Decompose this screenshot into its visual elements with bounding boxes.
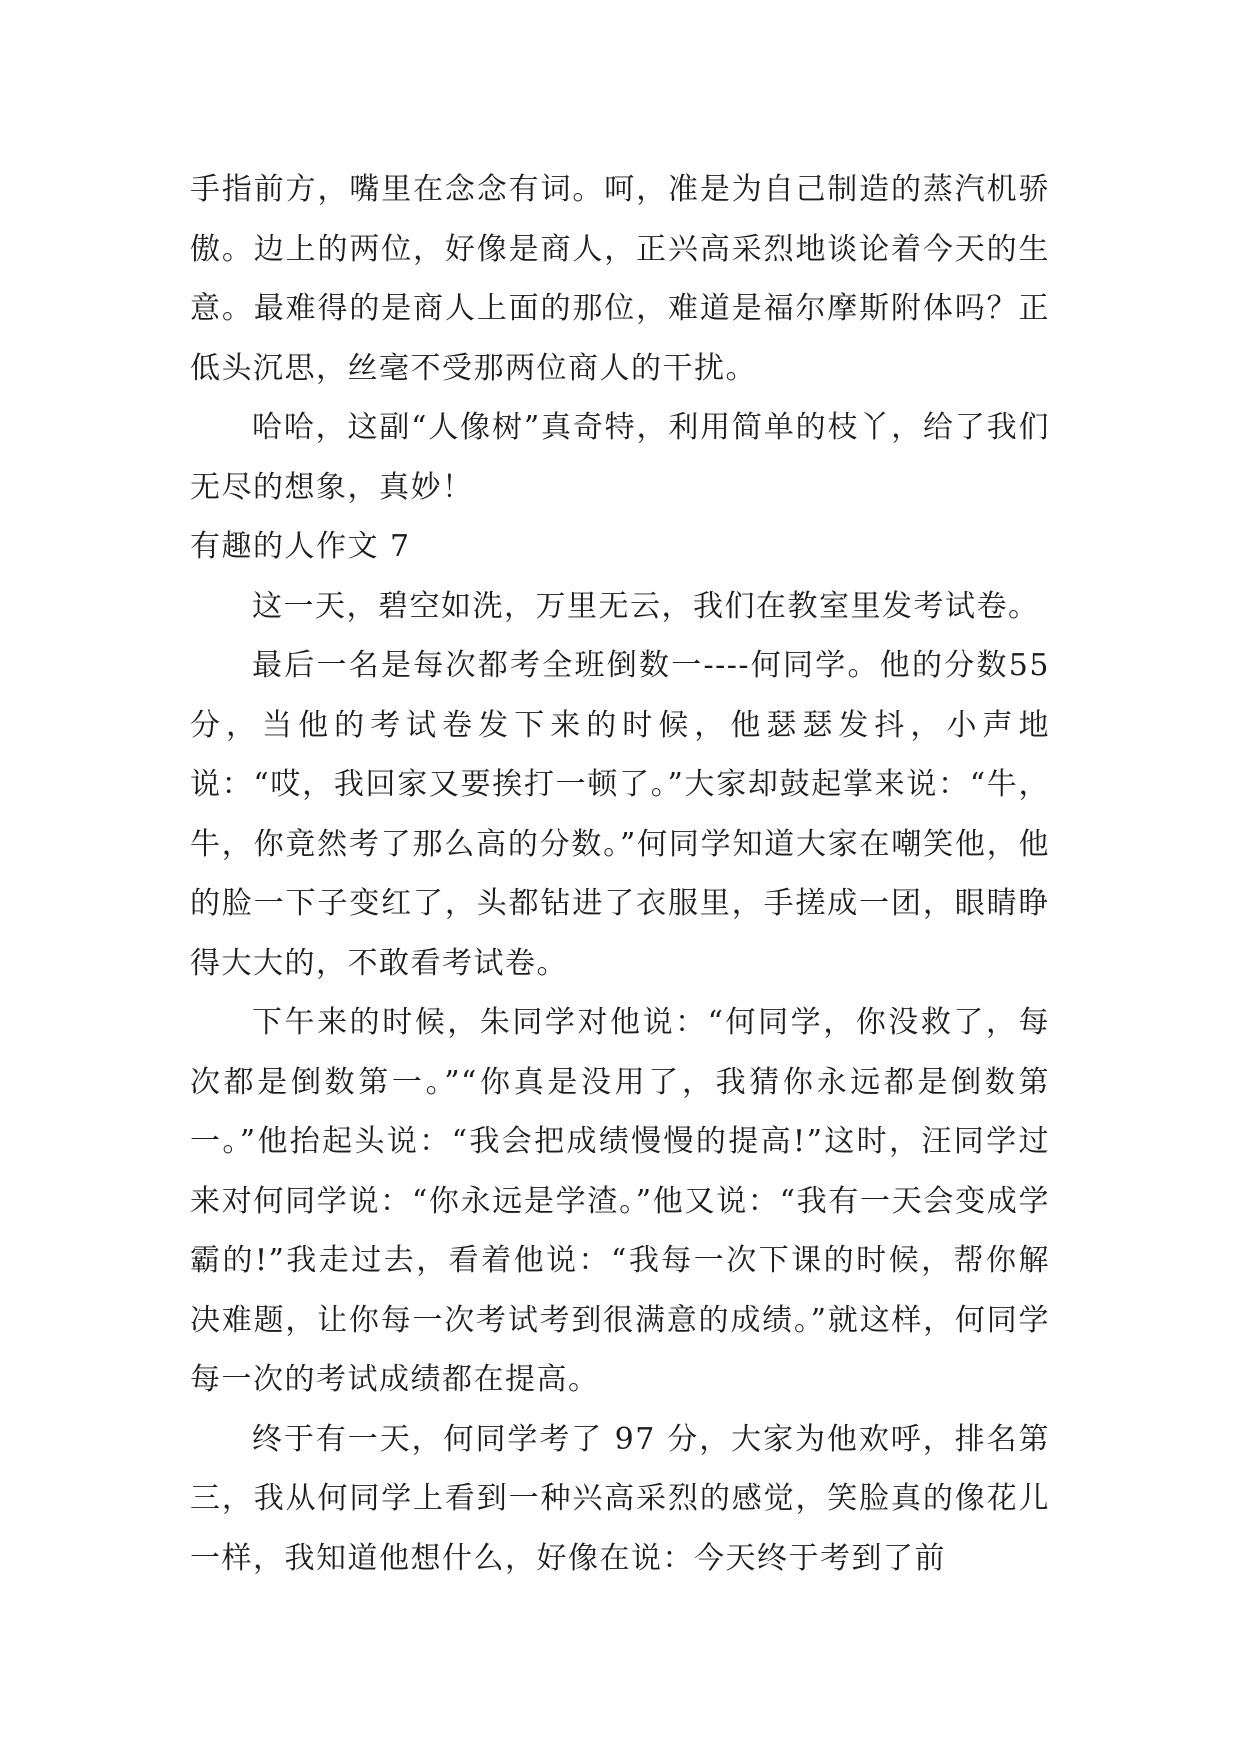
- section-title: 有趣的人作文 7: [190, 529, 411, 564]
- paragraph: 下午来的时候，朱同学对他说：“何同学，你没救了，每次都是倒数第一。”“你真是没用了，我猜你永远都是倒数第一。”他抬起头说：“我会把成绩慢慢的提高!”这时，汪同学过来对何同学说：“你永远是学渣。”他又说：“我有一天会变成学霸的!”我走过去，看着他说：“我每一次下课的时候，帮你解决难题，让你每一次考试考到很满意的成绩。”就这样，何同学每一次的考试成绩都在提高。: [190, 1005, 1050, 1397]
- paragraph: 终于有一天，何同学考了 97 分，大家为他欢呼，排名第三，我从何同学上看到一种兴高采烈的感觉，笑脸真的像花儿一样，我知道他想什么，好像在说：今天终于考到了前: [190, 1421, 1050, 1576]
- document-body: [190, 160, 1050, 1588]
- paragraph: 哈哈，这副“人像树”真奇特，利用简单的枝丫，给了我们无尽的想象，真妙！: [190, 410, 1050, 505]
- paragraph: 这一天，碧空如洗，万里无云，我们在教室里发考试卷。: [252, 588, 1040, 624]
- paragraph: 最后一名是每次都考全班倒数一----何同学。他的分数55 分，当他的考试卷发下来的时候，他瑟瑟发抖，小声地说：“哎，我回家又要挨打一顿了。”大家却鼓起掌来说：“牛，牛，你竟然考了那么高的分数。”何同学知道大家在嘲笑他，他的脸一下子变红了，头都钻进了衣服里，手搓成一团，眼睛睁得大大的，不敢看考试卷。: [190, 648, 1050, 981]
- paragraph-continued: 手指前方，嘴里在念念有词。呵，准是为自己制造的蒸汽机骄傲。边上的两位，好像是商人，正兴高采烈地谈论着今天的生意。最难得的是商人上面的那位，难道是福尔摩斯附体吗？正低头沉思，丝毫不受那两位商人的干扰。: [190, 172, 1050, 386]
